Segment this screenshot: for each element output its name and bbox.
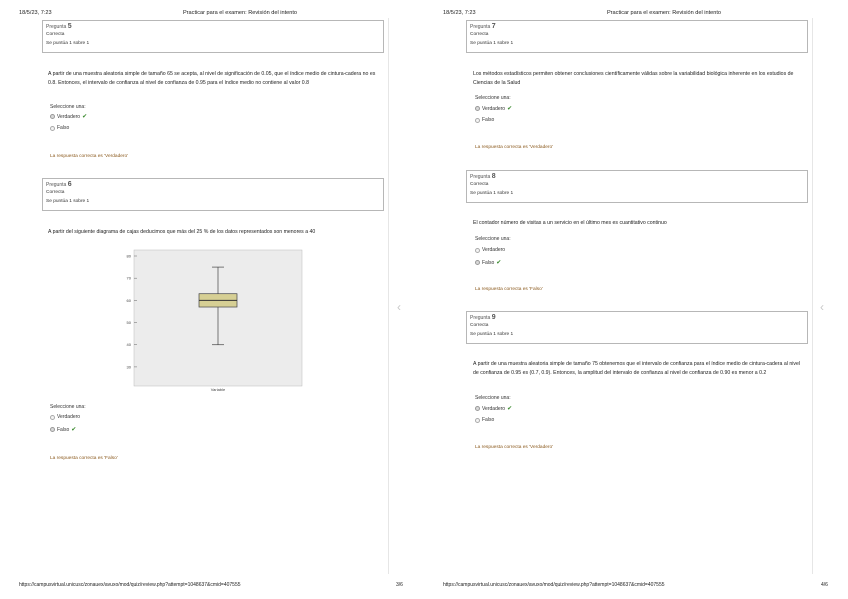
- footer-url[interactable]: https://campusvirtual.unicusc/zonauex/avuxo/mod/quiz/review.php?attempt=1048637&cmid=407555: [19, 582, 241, 588]
- radio-checked-icon[interactable]: [475, 106, 480, 111]
- y-tick-label: 70: [126, 275, 131, 281]
- footer-url[interactable]: https://campusvirtual.unicusc/zonauex/avuxo/mod/quiz/review.php?attempt=1048637&cmid=407555: [443, 582, 665, 588]
- question-7-text: Los métodos estadísticos permiten obtener conclusiones científicamente válidas sobre la variabilidad biológica inherente en los estudios de Ciencias de la Salud: [473, 71, 794, 86]
- question-5-option-false[interactable]: Falso: [50, 125, 69, 131]
- question-number: Pregunta 8: [470, 173, 496, 180]
- y-tick-label: 30: [126, 364, 131, 370]
- question-8-option-false[interactable]: Falso ✔: [475, 259, 501, 266]
- question-6-select-prompt: Seleccione una:: [50, 404, 86, 410]
- y-tick-label: 60: [126, 297, 131, 303]
- check-icon: ✔: [496, 260, 502, 266]
- header-title: Practicar para el examen: Revisión del intento: [182, 10, 298, 16]
- radio-icon[interactable]: [475, 248, 480, 253]
- question-7-option-true[interactable]: Verdadero ✔: [475, 105, 512, 112]
- chevron-left-icon[interactable]: ‹: [397, 300, 401, 314]
- question-8-text: El contador número de visitas a un servicio en el último mes es cuantitativo continuo: [473, 220, 667, 226]
- question-number: Pregunta 5: [46, 23, 72, 30]
- header-date: 18/5/23, 7:23: [443, 10, 476, 16]
- question-number: Pregunta 7: [470, 23, 496, 30]
- question-9-select-prompt: Seleccione una:: [475, 395, 511, 401]
- question-8-option-true[interactable]: Verdadero: [475, 247, 505, 253]
- question-points: Se puntúa 1 sobre 1: [46, 41, 90, 46]
- radio-checked-icon[interactable]: [50, 427, 55, 432]
- header-date: 18/5/23, 7:23: [19, 10, 52, 16]
- radio-checked-icon[interactable]: [475, 260, 480, 265]
- y-tick-label: 80: [126, 253, 131, 259]
- chevron-left-icon[interactable]: ‹: [820, 300, 824, 314]
- question-points: Se puntúa 1 sobre 1: [470, 41, 514, 46]
- question-7-feedback: La respuesta correcta es 'Verdadero': [475, 145, 554, 150]
- question-8-select-prompt: Seleccione una:: [475, 236, 511, 242]
- question-6-option-false[interactable]: Falso ✔: [50, 426, 76, 433]
- footer-page-number: 4/6: [821, 582, 828, 588]
- page-divider: [388, 18, 389, 574]
- radio-checked-icon[interactable]: [475, 406, 480, 411]
- question-6-text: A partir del siguiente diagrama de cajas deducimos que más del 25 % de los datos representados son menores a 40: [48, 229, 316, 235]
- x-category-label: Variable: [210, 387, 226, 392]
- check-icon: ✔: [507, 106, 513, 112]
- question-5-feedback: La respuesta correcta es 'Verdadero': [50, 154, 129, 159]
- y-tick-label: 40: [126, 342, 131, 348]
- check-icon: ✔: [82, 114, 88, 120]
- question-9-feedback: La respuesta correcta es 'Verdadero': [475, 445, 554, 450]
- question-6-feedback: La respuesta correcta es 'Falso': [50, 456, 118, 461]
- question-5-info: [42, 20, 384, 53]
- question-status: Correcta: [470, 323, 489, 328]
- question-7-info: [466, 20, 808, 53]
- header-title: Practicar para el examen: Revisión del intento: [606, 10, 722, 16]
- footer-page-number: 3/6: [396, 582, 403, 588]
- question-status: Correcta: [46, 190, 65, 195]
- radio-checked-icon[interactable]: [50, 114, 55, 119]
- question-points: Se puntúa 1 sobre 1: [470, 191, 514, 196]
- question-7-option-false[interactable]: Falso: [475, 117, 494, 123]
- check-icon: ✔: [71, 427, 77, 433]
- boxplot-chart: [126, 250, 302, 392]
- question-status: Correcta: [470, 32, 489, 37]
- radio-icon[interactable]: [50, 126, 55, 131]
- question-5-select-prompt: Seleccione una:: [50, 104, 86, 110]
- check-icon: ✔: [507, 406, 513, 412]
- question-6-info: [42, 178, 384, 211]
- radio-icon[interactable]: [50, 415, 55, 420]
- question-6-option-true[interactable]: Verdadero: [50, 414, 80, 420]
- question-status: Correcta: [46, 32, 65, 37]
- question-5-option-true[interactable]: Verdadero ✔: [50, 113, 87, 120]
- question-9-info: [466, 311, 808, 344]
- question-5-text: A partir de una muestra aleatoria simple de tamaño 65 se acepta, al nivel de significación de 0.05, que el índice medio de cintura-cadera no es 0.8. Entonces, el intervalo de confianza al nivel de confianza de 0.95 para el índice medio no contiene al valor 0.8: [48, 71, 376, 86]
- question-8-feedback: La respuesta correcta es 'Falso': [475, 287, 543, 292]
- question-points: Se puntúa 1 sobre 1: [46, 199, 90, 204]
- y-tick-label: 50: [126, 319, 131, 325]
- question-9-option-true[interactable]: Verdadero ✔: [475, 405, 512, 412]
- question-status: Correcta: [470, 182, 489, 187]
- radio-icon[interactable]: [475, 418, 480, 423]
- page-4: [424, 0, 848, 599]
- question-9-option-false[interactable]: Falso: [475, 417, 494, 423]
- question-8-info: [466, 170, 808, 203]
- question-9-text: A partir de una muestra aleatoria simple de tamaño 75 obtenemos que el intervalo de confianza para el índice medio de cintura-cadera al nivel de confianza de 0.95 es (0.7, 0.9). Entonces, la amplitud del intervalo de confianza al nivel de confianza de 0.90 es menor a 0.2: [473, 361, 801, 376]
- question-number: Pregunta 9: [470, 314, 496, 321]
- page-divider: [812, 18, 813, 574]
- question-7-select-prompt: Seleccione una:: [475, 95, 511, 101]
- question-points: Se puntúa 1 sobre 1: [470, 332, 514, 337]
- question-number: Pregunta 6: [46, 181, 72, 188]
- radio-icon[interactable]: [475, 118, 480, 123]
